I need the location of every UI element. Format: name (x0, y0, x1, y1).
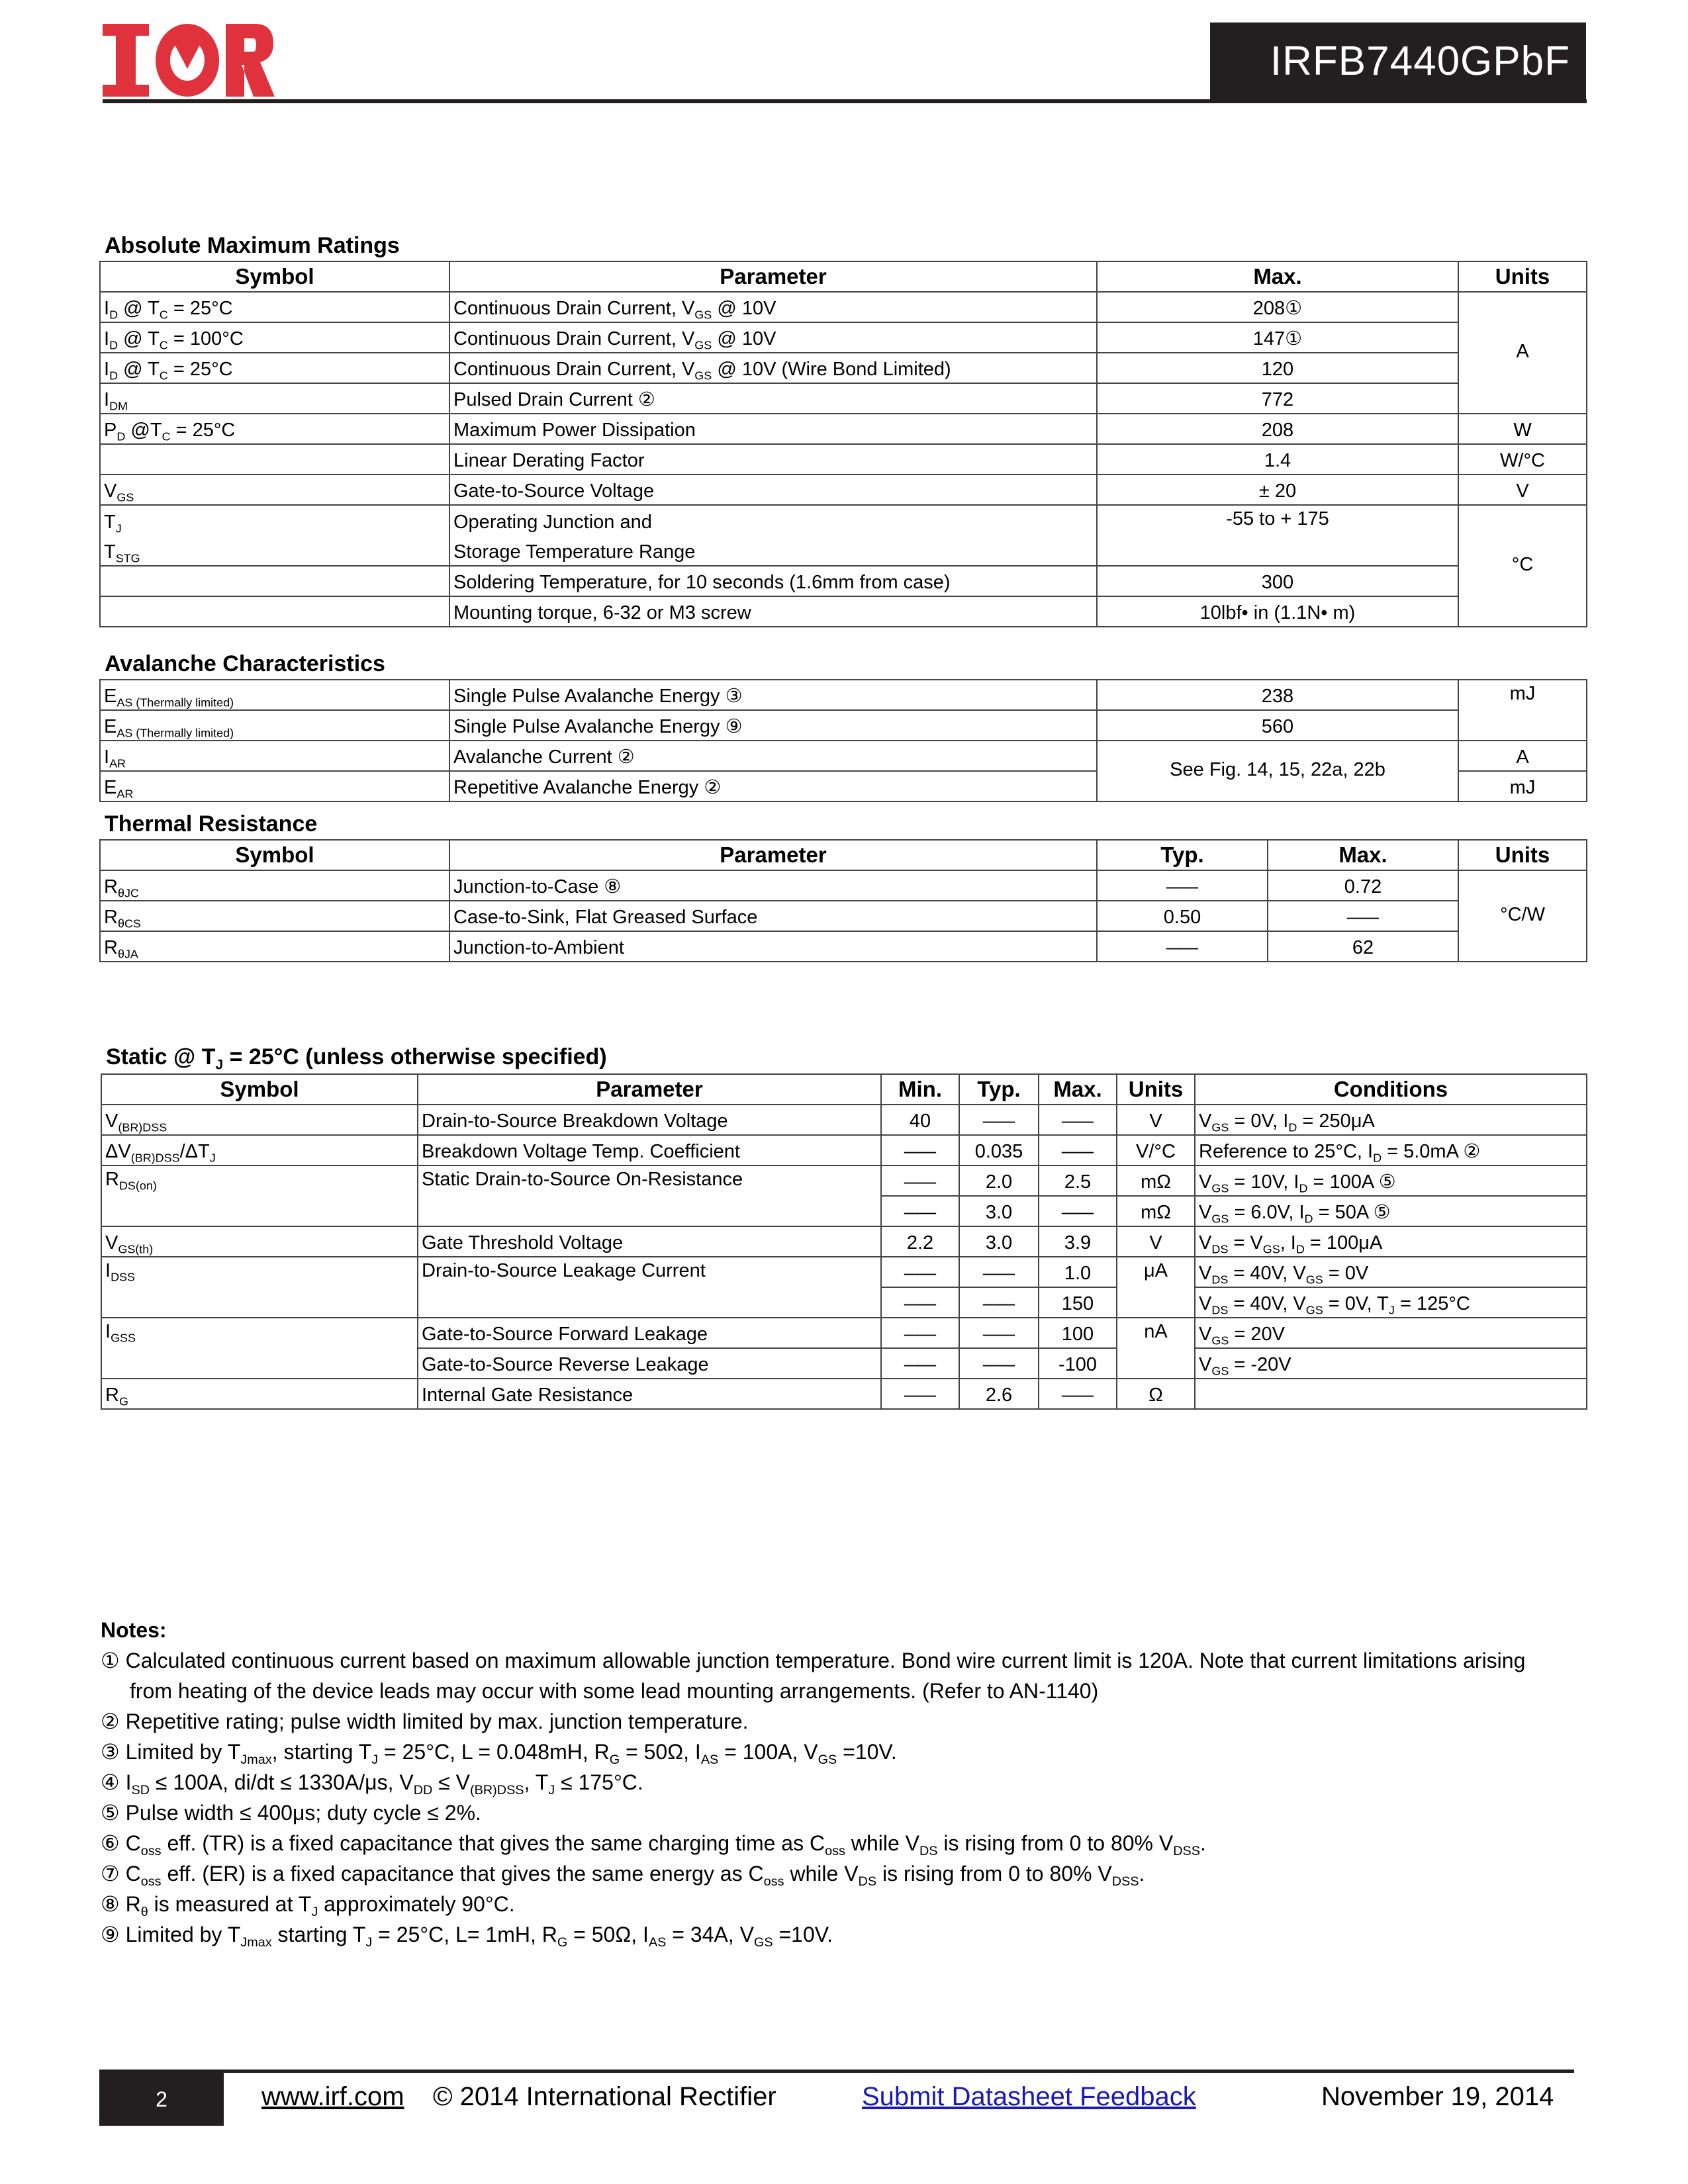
table-row (100, 353, 1587, 383)
amr-header-units: Units (1458, 261, 1587, 292)
static-header-conditions: Conditions (1195, 1074, 1587, 1105)
units-cell: V/°C (1117, 1135, 1195, 1165)
note-1: ① Calculated continuous current based on maximum allowable junction temperature. Bond wire current limit is 120A. Note that current limitations arising (101, 1649, 1526, 1672)
symbol-cell: $R_{DS(on)}$ (101, 1165, 418, 1226)
amr-header-symbol: Symbol (100, 261, 449, 292)
symbol-cell: $R_{\theta CS}$ (100, 901, 449, 931)
table-row (100, 680, 1587, 710)
max-cell: 2.5 (1039, 1165, 1117, 1196)
thermal-header-units: Units (1458, 840, 1587, 870)
table-row (100, 596, 1587, 627)
table-row (101, 1379, 1587, 1409)
thermal-header-symbol: Symbol (100, 840, 449, 870)
note-8: ⑧ $R_\theta$ is measured at $T_J$ approximately 90°C. (101, 1892, 515, 1919)
conditions-cell: $V_{GS} = 6.0V$, $I_D = 50A$ ⑤ (1195, 1196, 1587, 1226)
min-cell: ––– (881, 1165, 959, 1196)
typ-cell: 3.0 (959, 1196, 1039, 1226)
max-cell: 150 (1039, 1287, 1117, 1318)
thermal-header-parameter: Parameter (449, 840, 1097, 870)
typ-cell: ––– (959, 1105, 1039, 1135)
static-header-min: Min. (881, 1074, 959, 1105)
symbol-cell: $I_{DM}$ (100, 383, 449, 414)
note-9: ⑨ Limited by $T_{Jmax}$ starting $T_J = 25^\circ C$, L= 1mH, $R_G = 50\Omega$, $I_{AS} = 34A$, $V_{GS} =10V$. (101, 1923, 833, 1950)
thermal-table (99, 839, 1587, 962)
symbol-cell: $R_{\theta JC}$ (100, 870, 449, 901)
table-row (100, 741, 1587, 771)
typ-cell: ––– (959, 1287, 1039, 1318)
note-4: ④ $I_{SD} \le 100A$, di/dt ≤ 1330A/μs, $V_{DD} \le V_{(BR)DSS}$, $T_J \le 175^\circ C$. (101, 1770, 643, 1797)
max-cell: ––– (1039, 1135, 1117, 1165)
static-header-typ: Typ. (959, 1074, 1039, 1105)
min-cell: ––– (881, 1287, 959, 1318)
part-number-banner: IRFB7440GPbF (1210, 23, 1586, 101)
symbol-cell: $I_D$ @ $T_C = 25^\circ C$ (100, 292, 449, 322)
static-header-max: Max. (1039, 1074, 1117, 1105)
max-cell: -100 (1039, 1348, 1117, 1379)
footer-rule (99, 2070, 1574, 2073)
conditions-cell: $V_{GS} = -20V$ (1195, 1348, 1587, 1379)
note-5: ⑤ Pulse width ≤ 400μs; duty cycle ≤ 2%. (101, 1801, 481, 1825)
max-cell: 0.72 (1268, 870, 1458, 901)
static-table (101, 1073, 1587, 1410)
amr-header-max: Max. (1097, 261, 1458, 292)
notes-title: Notes: (101, 1618, 167, 1642)
max-cell: 62 (1268, 931, 1458, 962)
units-cell: mΩ (1117, 1165, 1195, 1196)
max-cell: 238 (1097, 680, 1458, 710)
units-cell: W/°C (1458, 444, 1587, 475)
symbol-cell (100, 566, 449, 596)
parameter-cell: Gate Threshold Voltage (418, 1226, 881, 1257)
conditions-cell (1195, 1379, 1587, 1409)
units-cell: W (1458, 414, 1587, 444)
parameter-cell: Repetitive Avalanche Energy ② (449, 771, 1097, 801)
table-row (101, 1226, 1587, 1257)
typ-cell: ––– (959, 1257, 1039, 1287)
parameter-cell: Drain-to-Source Leakage Current (418, 1257, 881, 1318)
max-cell: 3.9 (1039, 1226, 1117, 1257)
conditions-cell: $V_{DS} = 40V$, $V_{GS} = 0V$ (1195, 1257, 1587, 1287)
units-cell: nA (1117, 1318, 1195, 1379)
conditions-cell: $V_{GS} = 10V$, $I_D = 100A$ ⑤ (1195, 1165, 1587, 1196)
parameter-cell: Storage Temperature Range (449, 535, 1097, 566)
footer-date: November 19, 2014 (1321, 2082, 1554, 2111)
page-number: 2 (99, 2073, 224, 2126)
ior-logo (103, 24, 275, 97)
typ-cell: 0.035 (959, 1135, 1039, 1165)
note-6: ⑥ $C_{oss}$ eff. (TR) is a fixed capacitance that gives the same charging time as $C_{oss}$ while $V_{DS}$ is rising from 0 to 80% $V_{DSS}$. (101, 1831, 1206, 1858)
units-cell: A (1458, 741, 1587, 771)
parameter-cell: Static Drain-to-Source On-Resistance (418, 1165, 881, 1226)
symbol-cell: $V_{GS}$ (100, 475, 449, 505)
table-row (100, 710, 1587, 741)
parameter-cell: Junction-to-Ambient (449, 931, 1097, 962)
table-row (100, 383, 1587, 414)
parameter-cell: Maximum Power Dissipation (449, 414, 1097, 444)
min-cell: ––– (881, 1348, 959, 1379)
conditions-cell: $V_{DS} = V_{GS}$, $I_D = 100\mu A$ (1195, 1226, 1587, 1257)
parameter-cell: Junction-to-Case ⑧ (449, 870, 1097, 901)
parameter-cell: Breakdown Voltage Temp. Coefficient (418, 1135, 881, 1165)
symbol-cell: $I_D$ @ $T_C = 100^\circ C$ (100, 322, 449, 353)
symbol-cell: $I_{AR}$ (100, 741, 449, 771)
units-cell: Ω (1117, 1379, 1195, 1409)
max-cell: 560 (1097, 710, 1458, 741)
copyright: © 2014 International Rectifier (433, 2082, 776, 2111)
typ-cell: 2.6 (959, 1379, 1039, 1409)
symbol-cell: $V_{(BR)DSS}$ (101, 1105, 418, 1135)
parameter-cell: Gate-to-Source Voltage (449, 475, 1097, 505)
max-cell: 208① (1097, 292, 1458, 322)
min-cell: 2.2 (881, 1226, 959, 1257)
min-cell: ––– (881, 1318, 959, 1348)
typ-cell: 2.0 (959, 1165, 1039, 1196)
conditions-cell: Reference to 25°C, $I_D = 5.0mA$ ② (1195, 1135, 1587, 1165)
symbol-cell (100, 596, 449, 627)
max-cell: 10lbf• in (1.1N• m) (1097, 596, 1458, 627)
static-title: Static @ $T_J = 25^\circ C$ (unless otherwise specified) (106, 1044, 607, 1073)
table-row (100, 931, 1587, 962)
amr-header-parameter: Parameter (449, 261, 1097, 292)
units-cell: mJ (1458, 771, 1587, 801)
table-row (101, 1135, 1587, 1165)
symbol-cell: $\Delta V_{(BR)DSS}/\Delta T_J$ (101, 1135, 418, 1165)
parameter-cell: Drain-to-Source Breakdown Voltage (418, 1105, 881, 1135)
thermal-title: Thermal Resistance (105, 811, 318, 837)
thermal-header-typ: Typ. (1097, 840, 1268, 870)
symbol-cell: $R_{\theta JA}$ (100, 931, 449, 962)
table-row (100, 475, 1587, 505)
symbol-cell: $E_{AS (Thermally limited)}$ (100, 710, 449, 741)
typ-cell: ––– (1097, 870, 1268, 901)
parameter-cell: Case-to-Sink, Flat Greased Surface (449, 901, 1097, 931)
symbol-cell: $I_{GSS}$ (101, 1318, 418, 1379)
min-cell: 40 (881, 1105, 959, 1135)
table-row (101, 1257, 1587, 1287)
max-cell: See Fig. 14, 15, 22a, 22b (1097, 741, 1458, 801)
max-cell: 1.4 (1097, 444, 1458, 475)
max-cell: ––– (1039, 1379, 1117, 1409)
units-cell: A (1458, 292, 1587, 414)
min-cell: ––– (881, 1379, 959, 1409)
max-cell: 147① (1097, 322, 1458, 353)
table-row (101, 1318, 1587, 1348)
note-3: ③ Limited by $T_{Jmax}$, starting $T_J = 25^\circ C$, L = 0.048mH, $R_G = 50\Omega$, $I_{AS} = 100A$, $V_{GS} =10V$. (101, 1740, 897, 1767)
amr-title: Absolute Maximum Ratings (105, 233, 400, 258)
amr-table (99, 261, 1587, 627)
avalanche-title: Avalanche Characteristics (105, 651, 385, 676)
table-row (100, 901, 1587, 931)
symbol-cell: $V_{GS(th)}$ (101, 1226, 418, 1257)
symbol-cell: $R_G$ (101, 1379, 418, 1409)
symbol-cell: $E_{AS (Thermally limited)}$ (100, 680, 449, 710)
conditions-cell: $V_{DS} = 40V$, $V_{GS} = 0V$, $T_J = 125^\circ C$ (1195, 1287, 1587, 1318)
table-row (101, 1105, 1587, 1135)
note-2: ② Repetitive rating; pulse width limited by max. junction temperature. (101, 1709, 749, 1733)
units-cell: V (1458, 475, 1587, 505)
parameter-cell: Continuous Drain Current, $V_{GS}$ @ 10V (449, 322, 1097, 353)
units-cell: V (1117, 1105, 1195, 1135)
table-row (100, 414, 1587, 444)
table-row (100, 322, 1587, 353)
parameter-cell: Continuous Drain Current, $V_{GS}$ @ 10V (Wire Bond Limited) (449, 353, 1097, 383)
units-cell: mΩ (1117, 1196, 1195, 1226)
avalanche-table (99, 679, 1587, 802)
static-header-parameter: Parameter (418, 1074, 881, 1105)
parameter-cell: Single Pulse Avalanche Energy ⑨ (449, 710, 1097, 741)
typ-cell: ––– (959, 1318, 1039, 1348)
min-cell: ––– (881, 1257, 959, 1287)
symbol-cell: $I_D$ @ $T_C = 25^\circ C$ (100, 353, 449, 383)
header-rule (103, 99, 1587, 103)
max-cell: 120 (1097, 353, 1458, 383)
max-cell: ––– (1268, 901, 1458, 931)
parameter-cell: Gate-to-Source Reverse Leakage (418, 1348, 881, 1379)
table-row (100, 444, 1587, 475)
website-link[interactable]: www.irf.com (261, 2082, 404, 2111)
units-cell: °C (1458, 505, 1587, 627)
symbol-cell: $T_{STG}$ (100, 535, 449, 566)
symbol-cell (100, 444, 449, 475)
table-row (101, 1165, 1587, 1196)
max-cell: ––– (1039, 1105, 1117, 1135)
static-header-symbol: Symbol (101, 1074, 418, 1105)
parameter-cell: Operating Junction and (449, 505, 1097, 535)
parameter-cell: Linear Derating Factor (449, 444, 1097, 475)
table-row (100, 505, 1587, 535)
parameter-cell: Avalanche Current ② (449, 741, 1097, 771)
parameter-cell: Mounting torque, 6-32 or M3 screw (449, 596, 1097, 627)
typ-cell: 3.0 (959, 1226, 1039, 1257)
conditions-cell: $V_{GS} = 0V$, $I_D = 250\mu A$ (1195, 1105, 1587, 1135)
max-cell: -55 to + 175 (1097, 505, 1458, 566)
notes (101, 1615, 1590, 1950)
parameter-cell: Continuous Drain Current, $V_{GS}$ @ 10V (449, 292, 1097, 322)
typ-cell: ––– (959, 1348, 1039, 1379)
table-row (100, 292, 1587, 322)
typ-cell: ––– (1097, 931, 1268, 962)
units-cell: mJ (1458, 680, 1587, 741)
parameter-cell: Single Pulse Avalanche Energy ③ (449, 680, 1097, 710)
units-cell: V (1117, 1226, 1195, 1257)
symbol-cell: $E_{AR}$ (100, 771, 449, 801)
table-row (100, 566, 1587, 596)
parameter-cell: Pulsed Drain Current ② (449, 383, 1097, 414)
max-cell: 100 (1039, 1318, 1117, 1348)
thermal-header-max: Max. (1268, 840, 1458, 870)
max-cell: 208 (1097, 414, 1458, 444)
table-row (100, 870, 1587, 901)
max-cell: ± 20 (1097, 475, 1458, 505)
symbol-cell: $I_{DSS}$ (101, 1257, 418, 1318)
max-cell: ––– (1039, 1196, 1117, 1226)
parameter-cell: Internal Gate Resistance (418, 1379, 881, 1409)
parameter-cell: Soldering Temperature, for 10 seconds (1.6mm from case) (449, 566, 1097, 596)
units-cell: °C/W (1458, 870, 1587, 962)
units-cell: μA (1117, 1257, 1195, 1318)
max-cell: 772 (1097, 383, 1458, 414)
typ-cell: 0.50 (1097, 901, 1268, 931)
parameter-cell: Gate-to-Source Forward Leakage (418, 1318, 881, 1348)
conditions-cell: $V_{GS} = 20V$ (1195, 1318, 1587, 1348)
static-header-units: Units (1117, 1074, 1195, 1105)
min-cell: ––– (881, 1196, 959, 1226)
min-cell: ––– (881, 1135, 959, 1165)
max-cell: 300 (1097, 566, 1458, 596)
note-1-cont: from heating of the device leads may occur with some lead mounting arrangements. (Refer to AN-1140) (130, 1679, 1099, 1703)
note-7: ⑦ $C_{oss}$ eff. (ER) is a fixed capacitance that gives the same energy as $C_{oss}$ while $V_{DS}$ is rising from 0 to 80% $V_{DSS}$. (101, 1862, 1145, 1889)
datasheet-feedback-link[interactable]: Submit Datasheet Feedback (862, 2082, 1196, 2111)
max-cell: 1.0 (1039, 1257, 1117, 1287)
symbol-cell: $T_J$ (100, 505, 449, 535)
symbol-cell: $P_D$ $@T_C = 25^\circ C$ (100, 414, 449, 444)
